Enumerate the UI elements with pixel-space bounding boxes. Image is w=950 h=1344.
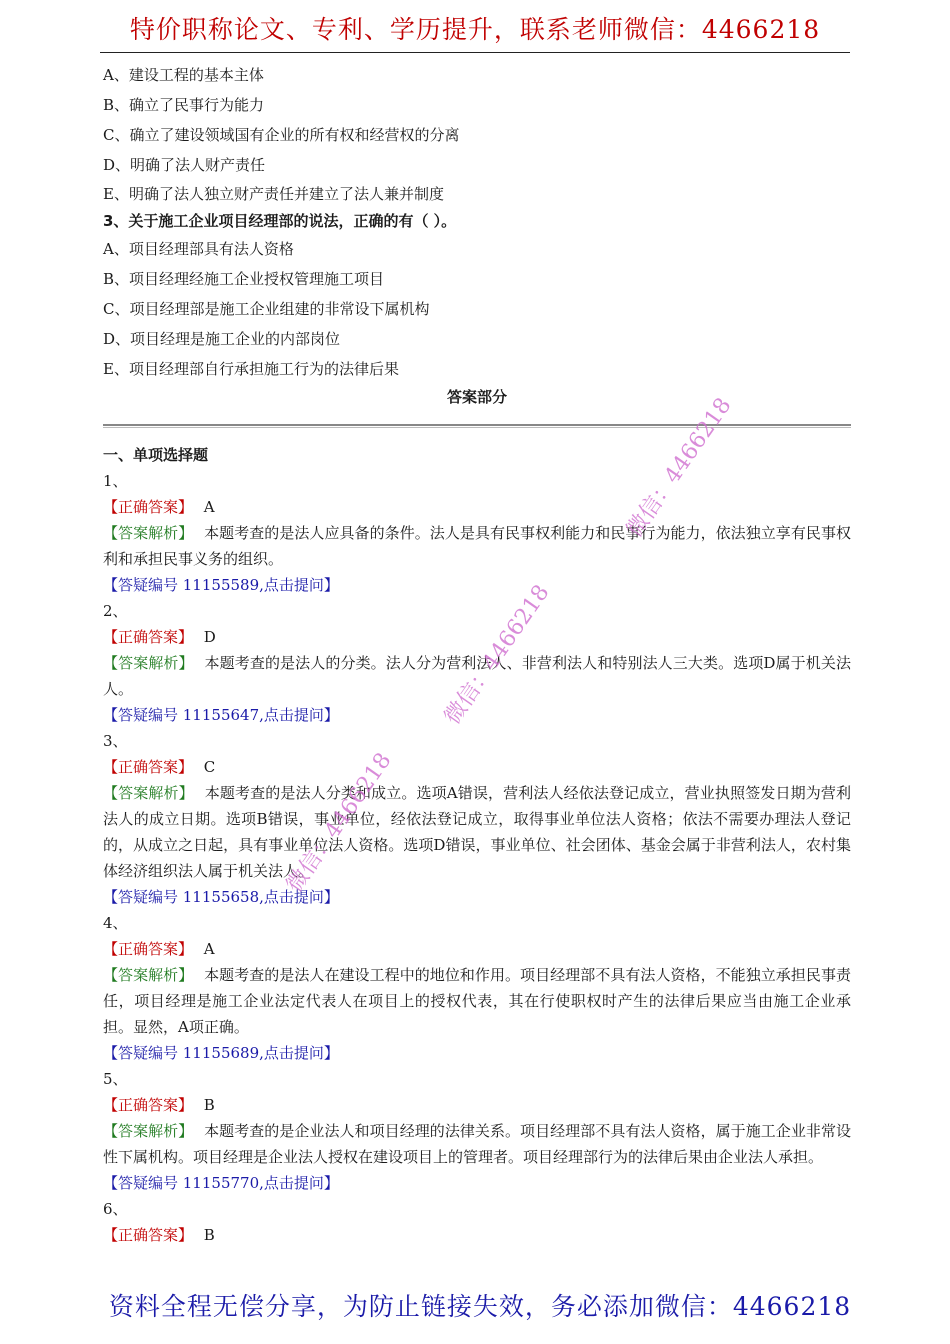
answer-number: 6、 <box>103 1200 128 1218</box>
watermark: 微信：4466218 <box>440 580 555 730</box>
analysis-label: 【答案解析】 <box>103 784 194 802</box>
answer-item <box>103 1066 851 1196</box>
watermark: 微信：4466218 <box>622 393 737 543</box>
qa-link[interactable]: 【答疑编号 11155589,点击提问】 <box>103 576 339 594</box>
answer-item <box>103 468 851 598</box>
option-c: C、确立了建设领域国有企业的所有权和经营权的分离 <box>103 126 460 144</box>
correct-answer-value: B <box>203 1096 215 1114</box>
prev-question-options <box>103 60 851 208</box>
correct-answer-row <box>103 936 851 962</box>
correct-answer-row <box>103 1092 851 1118</box>
option-e: E、明确了法人独立财产责任并建立了法人兼并制度 <box>103 185 444 203</box>
option-a: A、建设工程的基本主体 <box>103 66 264 84</box>
analysis-text: 本题考查的是法人在建设工程中的地位和作用。项目经理部不具有法人资格，不能独立承担民事责任，项目经理是施工企业法定代表人在项目上的授权代表，其在行使职权时产生的法律后果应当由施工企业承担。显然，A项正确。 <box>103 966 851 1036</box>
analysis-row <box>103 520 851 572</box>
answer-number: 3、 <box>103 732 128 750</box>
correct-answer-row <box>103 624 851 650</box>
correct-answer-value: B <box>203 1226 215 1244</box>
correct-answer-row <box>103 494 851 520</box>
analysis-text: 本题考查的是法人分类和成立。选项A错误，营利法人经依法登记成立，营业执照签发日期为营利法人的成立日期。选项B错误，事业单位，经依法登记成立，取得事业单位法人资格；依法不需要办理法人登记的，从成立之日起，具有事业单位法人资格。选项D错误，事业单位、社会团体、基金会属于非营利法人，农村集体经济组织法人属于机关法人。 <box>103 784 851 880</box>
option-c: C、项目经理部是施工企业组建的非常设下属机构 <box>103 300 430 318</box>
correct-answer-label: 【正确答案】 <box>103 628 194 646</box>
page-header-banner: 特价职称论文、专利、学历提升，联系老师微信：4466218 <box>100 10 850 53</box>
divider <box>103 424 851 428</box>
analysis-row <box>103 962 851 1040</box>
correct-answer-value: A <box>203 498 215 516</box>
answer-number: 5、 <box>103 1070 128 1088</box>
correct-answer-value: A <box>203 940 215 958</box>
qa-link[interactable]: 【答疑编号 11155689,点击提问】 <box>103 1044 339 1062</box>
qa-link[interactable]: 【答疑编号 11155770,点击提问】 <box>103 1174 339 1192</box>
option-e: E、项目经理部自行承担施工行为的法律后果 <box>103 360 399 378</box>
analysis-row <box>103 1118 851 1170</box>
qa-link[interactable]: 【答疑编号 11155647,点击提问】 <box>103 706 339 724</box>
analysis-text: 本题考查的是法人应具备的条件。法人是具有民事权利能力和民事行为能力，依法独立享有民事权利和承担民事义务的组织。 <box>103 524 851 568</box>
question-3 <box>103 208 851 384</box>
option-d: D、明确了法人财产责任 <box>103 156 266 174</box>
correct-answer-label: 【正确答案】 <box>103 1226 194 1244</box>
analysis-row <box>103 780 851 884</box>
option-b: B、确立了民事行为能力 <box>103 96 265 114</box>
correct-answer-row <box>103 1222 851 1248</box>
analysis-label: 【答案解析】 <box>103 1122 194 1140</box>
correct-answer-label: 【正确答案】 <box>103 758 194 776</box>
answer-item <box>103 728 851 910</box>
answer-section-title: 答案部分 <box>446 388 507 406</box>
section-title: 一、单项选择题 <box>103 446 209 464</box>
analysis-text: 本题考查的是企业法人和项目经理的法律关系。项目经理部不具有法人资格，属于施工企业非常设性下属机构。项目经理是企业法人授权在建设项目上的管理者。项目经理部行为的法律后果由企业法人承担。 <box>103 1122 851 1166</box>
option-a: A、项目经理部具有法人资格 <box>103 240 294 258</box>
answer-item <box>103 910 851 1066</box>
correct-answer-value: D <box>203 628 216 646</box>
answer-item <box>103 1196 851 1248</box>
correct-answer-label: 【正确答案】 <box>103 1096 194 1114</box>
option-d: D、项目经理是施工企业的内部岗位 <box>103 330 341 348</box>
answer-number: 4、 <box>103 914 128 932</box>
answer-number: 1、 <box>103 472 128 490</box>
correct-answer-row <box>103 754 851 780</box>
option-b: B、项目经理经施工企业授权管理施工项目 <box>103 270 385 288</box>
question-stem: 3、关于施工企业项目经理部的说法，正确的有（ ）。 <box>103 212 457 230</box>
analysis-label: 【答案解析】 <box>103 524 194 542</box>
watermark: 微信：4466218 <box>282 748 397 898</box>
analysis-label: 【答案解析】 <box>103 654 194 672</box>
page-footer-banner: 资料全程无偿分享，为防止链接失效，务必添加微信：4466218 <box>108 1292 852 1321</box>
correct-answer-label: 【正确答案】 <box>103 498 194 516</box>
qa-link[interactable]: 【答疑编号 11155658,点击提问】 <box>103 888 339 906</box>
correct-answer-label: 【正确答案】 <box>103 940 194 958</box>
answer-number: 2、 <box>103 602 128 620</box>
correct-answer-value: C <box>203 758 216 776</box>
analysis-label: 【答案解析】 <box>103 966 194 984</box>
analysis-text: 本题考查的是法人的分类。法人分为营利法人、非营利法人和特别法人三大类。选项D属于机关法人。 <box>103 654 851 698</box>
